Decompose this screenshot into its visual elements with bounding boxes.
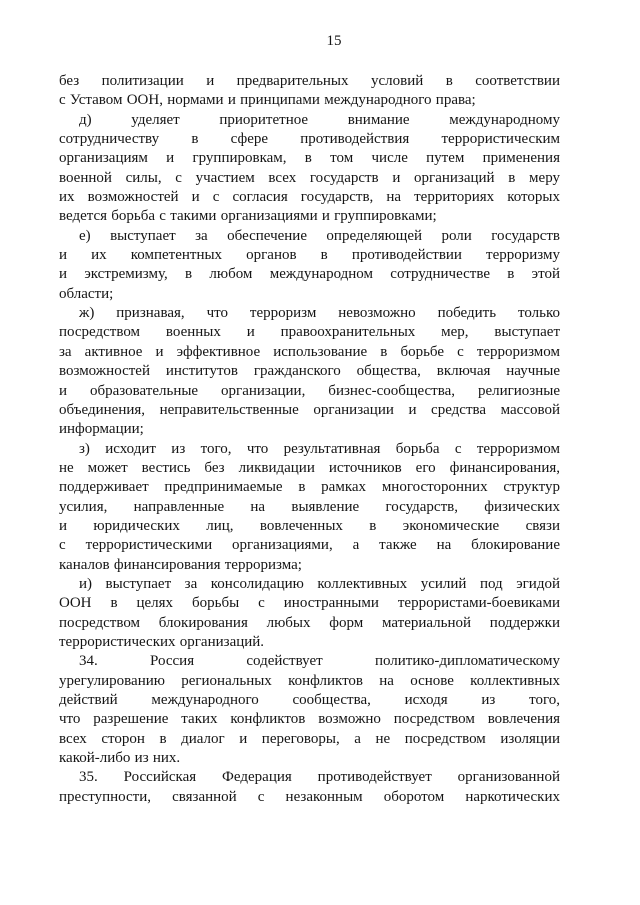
text-line: их возможностей и с согласия государств, на территориях которых [59, 189, 560, 206]
text-line: возможностей институтов гражданского общества, включая научные [59, 363, 560, 380]
text-line: и) выступает за консолидацию коллективных усилий под эгидой [79, 575, 560, 592]
text-line: сотрудничеству в сфере противодействия террористическим [59, 131, 560, 148]
text-line: без политизации и предварительных условий в соответствии [59, 73, 560, 89]
text-line: и юридических лиц, вовлеченных в экономические связи [59, 517, 560, 534]
document-body [59, 72, 560, 807]
text-line: за активное и эффективное использование в борьбе с терроризмом [59, 343, 560, 360]
text-line: террористических организаций. [59, 633, 265, 650]
text-line: не может вестись без ликвидации источников его финансирования, [59, 459, 560, 476]
text-line: действий международного сообщества, исходя из того, [59, 692, 560, 708]
text-line: и экстремизму, в любом международном сотрудничестве в этой [59, 266, 560, 283]
text-line: какой-либо из них. [59, 750, 181, 767]
text-line: 35. Российская Федерация противодействует организованной [79, 769, 560, 786]
text-line: области; [59, 285, 114, 302]
text-line: и образовательные организации, бизнес-сообщества, религиозные [59, 382, 560, 399]
text-line: организациям и группировкам, в том числе путем применения [59, 150, 560, 167]
text-line: с Уставом ООН, нормами и принципами международного права; [59, 92, 476, 109]
text-line: посредством блокирования любых форм материальной поддержки [59, 614, 560, 631]
text-line: с террористическими организациями, а также на блокирование [59, 537, 560, 554]
text-line: всех сторон в диалог и переговоры, а не посредством изоляции [59, 730, 560, 747]
text-line: з) исходит из того, что результативная борьба с терроризмом [79, 440, 560, 457]
text-line: 34. Россия содействует политико-дипломатическому [79, 653, 560, 670]
text-line: ООН в целях борьбы с иностранными террористами-боевиками [59, 595, 560, 612]
text-line: преступности, связанной с незаконным оборотом наркотических [59, 788, 560, 805]
text-line: посредством военных и правоохранительных мер, выступает [59, 324, 560, 341]
text-line: каналов финансирования терроризма; [59, 556, 302, 573]
text-line: ведется борьба с такими организациями и группировками; [59, 208, 437, 225]
text-line: урегулированию региональных конфликтов на основе коллективных [59, 672, 560, 689]
text-line: что разрешение таких конфликтов возможно посредством вовлечения [59, 711, 560, 728]
page-number: 15 [326, 33, 342, 49]
text-line: е) выступает за обеспечение определяющей роли государств [79, 227, 560, 244]
text-line: объединения, неправительственные организации и средства массовой [59, 401, 560, 418]
text-line: военной силы, с участием всех государств и организаций в меру [59, 169, 560, 186]
text-line: д) уделяет приоритетное внимание международному [79, 111, 560, 128]
text-line: и их компетентных органов в противодействии терроризму [59, 247, 560, 264]
text-line: информации; [59, 421, 144, 438]
text-line: поддерживает предпринимаемые в рамках многосторонних структур [59, 479, 560, 496]
text-line: усилия, направленные на выявление государств, физических [59, 498, 560, 515]
text-line: ж) признавая, что терроризм невозможно победить только [79, 305, 560, 322]
